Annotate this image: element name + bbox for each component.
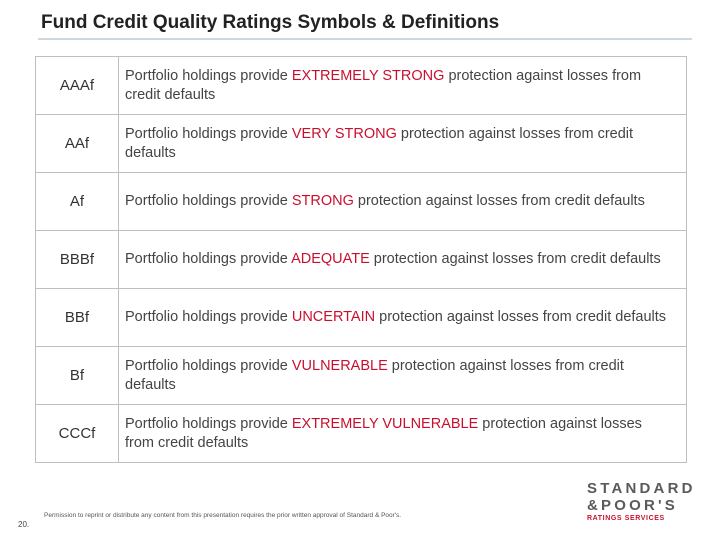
definition-suffix: protection against losses from credit defaults [125, 67, 642, 103]
rating-symbol: BBBf [36, 231, 119, 289]
definition-suffix: protection against losses from credit defaults [375, 309, 667, 325]
rating-symbol: AAf [36, 115, 119, 173]
rating-definition [119, 57, 687, 115]
table-row [36, 115, 687, 173]
definition-emphasis: EXTREMELY VULNERABLE [291, 415, 479, 432]
page-title: Fund Credit Quality Ratings Symbols & Definitions [41, 12, 500, 33]
definition-emphasis: STRONG [291, 193, 354, 209]
rating-symbol: Bf [36, 347, 119, 405]
definition-emphasis: VERY STRONG [291, 125, 397, 142]
rating-definition [119, 289, 687, 347]
definition-emphasis: ADEQUATE [291, 251, 370, 267]
definition-prefix: Portfolio holdings provide [125, 125, 292, 142]
rating-symbol: Af [36, 173, 119, 231]
definition-suffix: protection against losses from credit defaults [125, 415, 642, 451]
rating-definition [119, 347, 687, 405]
copyright-footnote: Permission to reprint or distribute any content from this presentation requires the prior written approval of Standard & Poor's. [44, 512, 402, 519]
definition-suffix: protection against losses from credit defaults [353, 193, 645, 209]
definition-suffix: protection against losses from credit defaults [369, 251, 661, 267]
logo-line-2: &POOR'S [587, 497, 678, 514]
definition-suffix: protection against losses from credit defaults [125, 357, 624, 393]
logo-line-1: STANDARD [587, 480, 696, 497]
definition-emphasis: UNCERTAIN [291, 309, 376, 325]
table-row [36, 405, 687, 463]
sp-logo [587, 480, 701, 523]
definition-prefix: Portfolio holdings provide [125, 309, 292, 325]
table-row [36, 289, 687, 347]
ratings-table [35, 56, 687, 463]
title-divider [38, 38, 692, 40]
rating-definition [119, 405, 687, 463]
rating-definition [119, 231, 687, 289]
rating-definition [119, 173, 687, 231]
table-row [36, 231, 687, 289]
rating-symbol: BBf [36, 289, 119, 347]
rating-definition [119, 115, 687, 173]
page-number: 20. [18, 520, 30, 529]
definition-prefix: Portfolio holdings provide [125, 251, 292, 267]
table-row [36, 347, 687, 405]
definition-emphasis: VULNERABLE [291, 357, 388, 374]
logo-line-3: RATINGS SERVICES [587, 515, 665, 522]
definition-prefix: Portfolio holdings provide [125, 357, 292, 374]
rating-symbol: CCCf [36, 405, 119, 463]
definition-prefix: Portfolio holdings provide [125, 415, 292, 432]
rating-symbol: AAAf [36, 57, 119, 115]
definition-prefix: Portfolio holdings provide [125, 67, 292, 84]
definition-emphasis: EXTREMELY STRONG [291, 67, 445, 84]
table-row [36, 57, 687, 115]
definition-prefix: Portfolio holdings provide [125, 193, 292, 209]
definition-suffix: protection against losses from credit defaults [125, 125, 634, 161]
table-row [36, 173, 687, 231]
